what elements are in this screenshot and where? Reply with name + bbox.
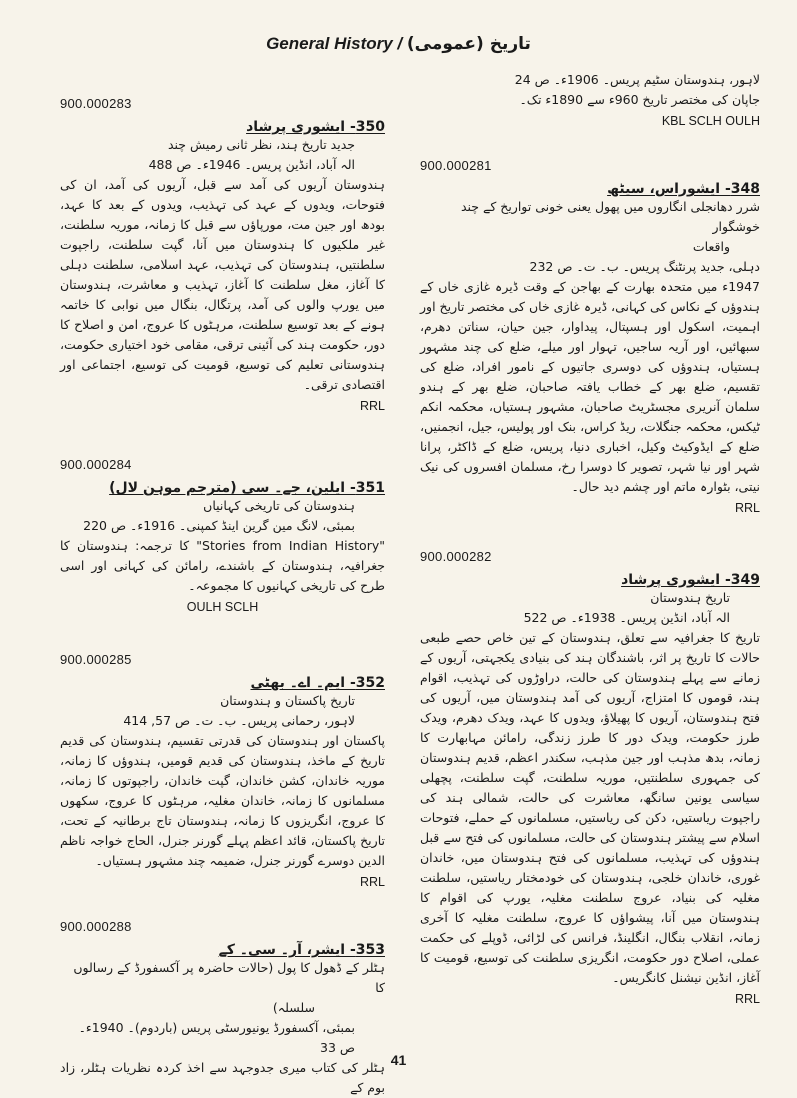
entry-title: 353- ایشر، آر۔ سی۔ کے [218, 942, 385, 958]
entry-353 [60, 919, 385, 1098]
book-title: ہٹلر کے ڈھول کا پول (حالات حاضرہ پر آکسفورڈ کے رسالوں کا [73, 960, 385, 995]
header-english: General History / [266, 34, 403, 53]
contents-note: ہندوستان آریوں کی آمد سے قبل، آریوں کی آمد، ان کی فتوحات، ویدوں کے عہد کی تہذیب، ویدوں کے بعد کا عہد، بودھ اور جین مت، مورپاؤں سے قبل کا زمانہ، موریہ سلطنت، غیر ملکیوں کا ہندوستان میں آنا، گپت سلطنت، راجپوت سلطنتیں، ہندوستان کی تہذیب، عہد اسلامی، سلطنت دہلی کا آغاز، مغل سلطنت کا آغاز، تہذیب و معاشرت، ہندوستان میں یورپ والوں کی آمد، پرتگال، بنگال میں نوابی کا خاتمہ ہونے کے بعد توسیع سلطنت، مرہٹوں کا عروج، امن و اصلاح کا دور، حکومت ہند کی آئینی ترقی، مقامی خود اختیاری حکومت، ہندوستانی تعلیم کی توسیع، قومیت کی توسیع، اجتماعی اور اقتصادی ترقی۔ [60, 177, 385, 392]
contents-note: "Stories from Indian History" کا ترجمہ: ہندوستان کا جغرافیہ، ہندوستان کے باشندے، رامائن کی کہانی اور اسی طرح کی تاریخی کہانیوں کا مجموعہ۔ [60, 538, 385, 593]
entry-title: 351- ایلین، جے۔ سی (مترجم موہن لال) [109, 480, 385, 496]
book-title-cont: واقعات [692, 239, 730, 254]
accession-number: 900.000283 [60, 96, 132, 111]
entry-continued [420, 70, 760, 128]
continued-imprint: لاہور، ہندوستان سٹیم پریس۔ 1906ء۔ ص 24 [514, 72, 760, 87]
library-codes: RRL [359, 399, 385, 413]
library-codes: RRL [734, 501, 760, 515]
imprint: دہلی، جدید پرنٹنگ پریس۔ ب۔ ت۔ ص 232 [529, 259, 760, 274]
book-title: شرر دھانجلی انگاروں میں پھول یعنی خونی تواریخ کے چند خوشگوار [460, 199, 760, 234]
entry-title: 349- ایشوری پرشاد [621, 572, 760, 588]
book-title-cont: سلسلہ) [272, 1000, 315, 1015]
header-urdu: تاریخ (عمومی) [406, 34, 531, 54]
book-title: جدید تاریخ ہند، نظر ثانی رمیش چند [167, 137, 355, 152]
entry-352 [60, 652, 385, 889]
imprint: الہ آباد، انڈین پریس۔ 1946ء۔ ص 488 [148, 157, 355, 172]
contents-note: تاریخ کا جغرافیہ سے تعلق، ہندوستان کے تین خاص حصے طبعی حالات کا تاریخ پر اثر، باشندگان ہند کی بنیادی یکجہتی، آریوں کے زمانے سے پہلے ہندوستان کی حالت، دراوڑوں کی تہذیب، اقوام ہند، قوموں کا امتزاج، آریوں کی آمد ہندوستان میں، آریوں کی فتح ہندوستان، آریوں کا پھیلاؤ، ویدوں کا عہد، ویدک دھرم، ویدک طرز حکومت، ویدک دور کا طرز زندگی، رامائن مہابھارت کا زمانہ، بدھ مذہب اور جین مذہب، سکندر اعظم، قدیم ہندوستان کی جمہوری سلطنتیں، موریہ سلطنت، گپت سلطنت، پچھلی سیاسی یونین سانگھ، معاشرت کی حالت، شمالی ہند کی راجپوت ریاستیں، دکن کی ریاستیں، مسلمانوں کے حملے، فتوحات اسلام سے پیشتر ہندوستان کی حالت، مسلمانوں کی فتح سے قبل ہندوؤں کی تہذیب، مسلمانوں کی فتح ہندوستان میں، خاندان غوری، خاندان خلجی، ہندوستان کی خودمختار ریاستیں، سلطنت مغلیہ کی بنیاد، عروج سلطنت مغلیہ، یورپ کی اقوام کا ہندوستان میں آنا، پیشواؤں کا عروج، سلطنت مغلیہ کا آخری زمانہ، انقلاب بنگال، انگلینڈ، فرانس کی لڑائی، ڈوپلے کی حکمت عملی، اصلاح دور حکومت، انگریزی سلطنت کی توسیع، قومیت کا آغاز، انڈین نیشنل کانگریس۔ [420, 630, 760, 985]
accession-number: 900.000284 [60, 457, 132, 472]
accession-number: 900.000288 [60, 919, 132, 934]
contents-note: ہٹلر کی کتاب میری جدوجہد سے اخذ کردہ نظریات ہٹلر، زاد بوم کے [60, 1060, 385, 1095]
book-title: تاریخ پاکستان و ہندوستان [220, 693, 355, 708]
page-header [0, 34, 797, 54]
book-title: ہندوستان کی تاریخی کہانیاں [203, 498, 355, 513]
imprint: الہ آباد، انڈین پریس۔ 1938ء۔ ص 522 [523, 610, 730, 625]
library-codes: RRL [734, 992, 760, 1006]
entry-title: 348- ایشوراس، سیٹھ [607, 181, 760, 197]
entry-350 [60, 96, 385, 413]
page-number: 41 [390, 1052, 407, 1068]
entry-title: 350- ایشوری پرشاد [246, 119, 385, 135]
library-codes: OULH SCLH [186, 600, 259, 614]
left-column [60, 70, 385, 1098]
library-codes: RRL [359, 875, 385, 889]
entry-349 [420, 549, 760, 1006]
right-column [420, 70, 760, 1006]
contents-note: 1947ء میں متحدہ بھارت کے بھاجن کے وقت ڈیرہ غازی خاں کے ہندوؤں کے نکاس کی کہانی، ڈیرہ غازی خاں کی مختصر تاریخ اور اہمیت، اسکول اور ہسپتال، پیداوار، جین حیان، سناتن دھرم، سبھائیں، اور آریہ ساجیں، تہوار اور میلے، ضلع کی چند مشہور ہستیاں، ہندوؤں کی دوسری جاتیوں کے نامور افراد، ضلع کی تقسیم، ضلع بھر کے خطاب یافتہ صاحبان، ضلع بھر کے ہندو سلمان آنریری مجسٹریٹ صاحبان، مشہور ہستیاں، محکمہ انکم ٹیکس، محکمہ جنگلات، ریڈ کراس، بنک اور پولیس، جیل، انجمنیں، ضلع کے ایڈوکیٹ وکیل، اخباری دنیا، پریس، ضلع کے ڈاکٹر، پرانا شہر اور نیا شہر، تصویر کا دوسرا رخ، مسلمان افسروں کی نیک نیتی، بٹوارہ ماتم اور چشم دید حال۔ [420, 279, 760, 494]
book-title: تاریخ ہندوستان [650, 590, 730, 605]
accession-number: 900.000285 [60, 652, 132, 667]
imprint: بمبئی، آکسفورڈ یونیورسٹی پریس (باردوم)۔ 1940ء۔ ص 33 [78, 1020, 355, 1055]
entry-title: 352- ایم۔ اے۔ بھٹی [250, 675, 385, 691]
imprint: لاہور، رحمانی پریس۔ ب۔ ت۔ ص 57, 414 [123, 713, 355, 728]
entry-351 [60, 457, 385, 614]
accession-number: 900.000282 [420, 549, 492, 564]
contents-note: پاکستان اور ہندوستان کی قدرتی تقسیم، ہندوستان کی قدیم تاریخ کے ماخذ، ہندوستان کی قدیم قومیں، ہندوؤں کا زمانہ، موریہ خاندان، کشن خاندان، گپت خاندان، راجپوتوں کا زمانہ، مسلمانوں کا زمانہ، خاندان مغلیہ، مرہٹوں کا عروج، سکھوں کا عروج، انگریزوں کا زمانہ، ہندوستان تاج برطانیہ کے تحت، تاریخ پاکستان، قائد اعظم پہلے گورنر جنرل، الحاج خواجہ ناظم الدین دوسرے گورنر جنرل، ضمیمہ چند مشہور ہستیاں۔ [60, 733, 385, 868]
library-codes: KBL SCLH OULH [661, 114, 760, 128]
entry-348 [420, 158, 760, 515]
imprint: بمبئی، لانگ مین گرین اینڈ کمپنی۔ 1916ء۔ ص 220 [83, 518, 355, 533]
accession-number: 900.000281 [420, 158, 492, 173]
continued-note: جاپان کی مختصر تاریخ 960ء سے 1890ء تک۔ [519, 92, 760, 107]
